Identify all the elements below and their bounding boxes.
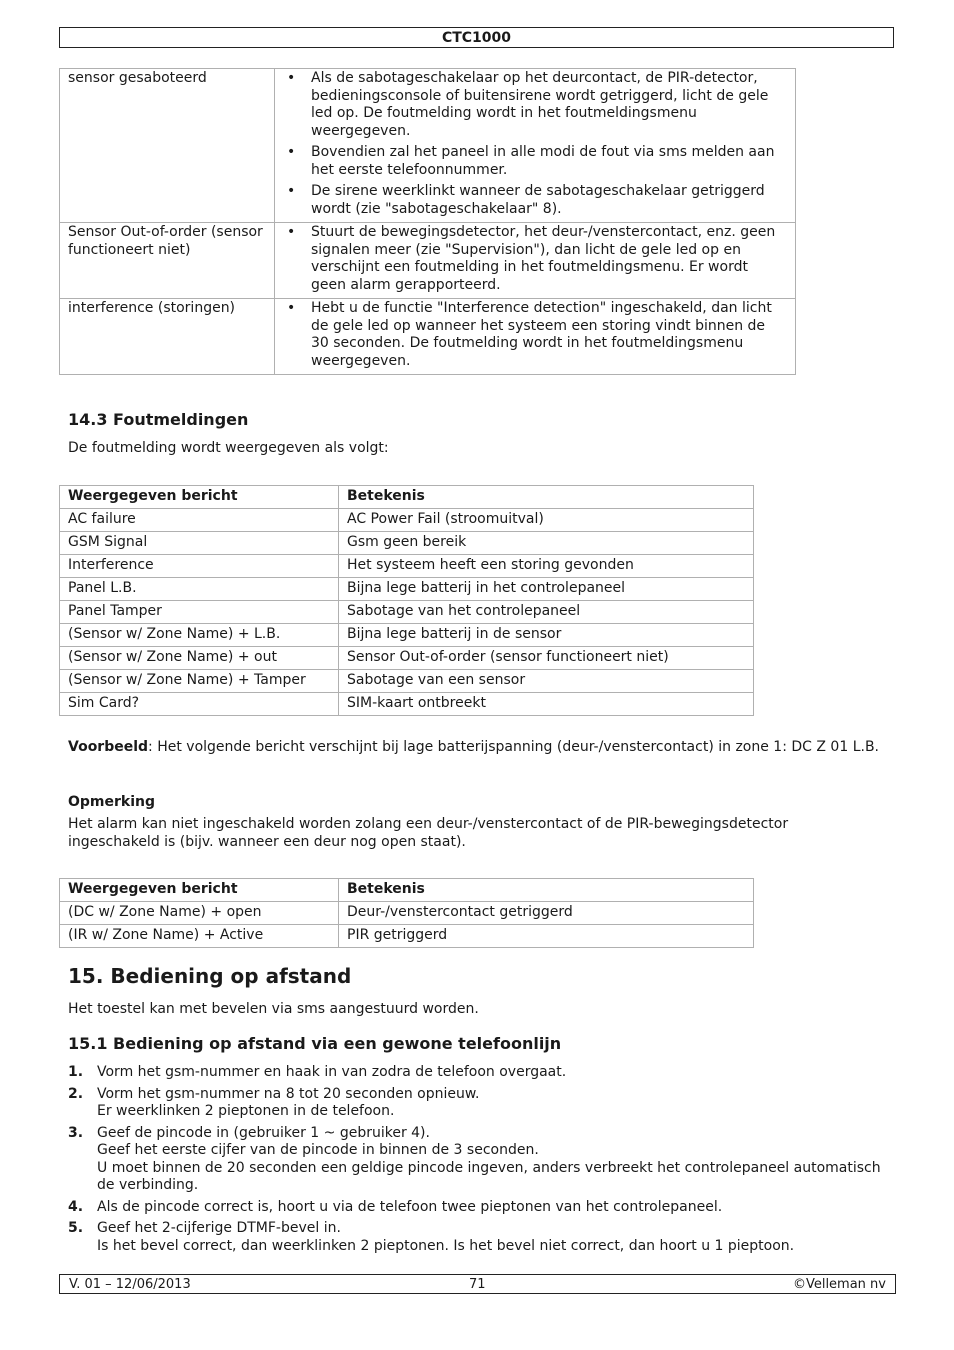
step-number: 2. <box>68 1085 84 1102</box>
list-item <box>68 1220 888 1255</box>
table-cell <box>275 69 796 223</box>
table-cell: SIM-kaart ontbreekt <box>339 693 754 716</box>
table-row <box>60 670 754 693</box>
bullet-list <box>283 224 787 294</box>
step-line: Vorm het gsm-nummer na 8 tot 20 seconden opnieuw. <box>97 1085 480 1102</box>
table-row <box>60 299 796 375</box>
column-header: Betekenis <box>339 486 754 509</box>
table-cell <box>275 223 796 299</box>
table-cell: (DC w/ Zone Name) + open <box>60 902 339 925</box>
list-item: • Hebt u de functie "Interference detection" ingeschakeld, dan licht de gele led op wanneer het systeem een storing vindt binnen de 30 seconden. De foutmelding wordt in het foutmeldingsmenu weergegeven. <box>283 300 787 370</box>
step-line: Vorm het gsm-nummer en haak in van zodra de telefoon overgaat. <box>97 1064 567 1080</box>
table-cell: Sensor Out-of-order (sensor functioneert niet) <box>339 647 754 670</box>
table-cell: sensor gesaboteerd <box>60 69 275 223</box>
table-row <box>60 555 754 578</box>
table-row <box>60 509 754 532</box>
table-row <box>60 925 754 948</box>
chapter-heading: 15. Bediening op afstand <box>68 964 352 988</box>
document-title: CTC1000 <box>441 30 512 46</box>
step-number: 4. <box>68 1198 84 1215</box>
table-row <box>60 532 754 555</box>
version-date: V. 01 – 12/06/2013 <box>69 1277 191 1292</box>
table-row <box>60 578 754 601</box>
step-number: 5. <box>68 1220 84 1236</box>
alarm-conditions-table <box>59 68 796 375</box>
column-header: Betekenis <box>339 879 754 902</box>
table-cell: AC failure <box>60 509 339 532</box>
messages-table <box>59 485 754 716</box>
step-line: Er weerklinken 2 pieptonen in de telefoon. <box>97 1103 395 1119</box>
table-row <box>60 624 754 647</box>
remark-heading: Opmerking <box>68 794 156 810</box>
list-item <box>68 1086 888 1121</box>
table-row <box>60 223 796 299</box>
bullet-list <box>283 70 787 218</box>
table-cell: (Sensor w/ Zone Name) + Tamper <box>60 670 339 693</box>
column-header: Weergegeven bericht <box>60 879 339 902</box>
table-cell: Sabotage van een sensor <box>339 670 754 693</box>
page-header <box>59 27 894 48</box>
chapter-intro: Het toestel kan met bevelen via sms aangestuurd worden. <box>68 1001 479 1017</box>
list-item: • Bovendien zal het paneel in alle modi de fout via sms melden aan het eerste telefoonnummer. <box>283 144 787 179</box>
table-cell <box>275 299 796 375</box>
table-cell: Panel Tamper <box>60 601 339 624</box>
table-cell: Gsm geen bereik <box>339 532 754 555</box>
table-cell: Sabotage van het controlepaneel <box>339 601 754 624</box>
table-header-row <box>60 486 754 509</box>
table-row <box>60 69 796 223</box>
table-cell: Deur-/venstercontact getriggerd <box>339 902 754 925</box>
table-row <box>60 693 754 716</box>
step-line: Als de pincode correct is, hoort u via de telefoon twee pieptonen van het controlepaneel. <box>97 1198 723 1215</box>
step-number: 1. <box>68 1064 84 1080</box>
step-line: Geef de pincode in (gebruiker 1 ~ gebruiker 4). <box>97 1124 430 1141</box>
example-text: : Het volgende bericht verschijnt bij lage batterijspanning (deur-/venstercontact) in zone 1: DC Z 01 L.B. <box>148 739 879 755</box>
trigger-table <box>59 878 754 948</box>
list-item <box>68 1064 888 1082</box>
step-line: Geef het 2-cijferige DTMF-bevel in. <box>97 1220 341 1236</box>
steps-list <box>68 1064 888 1259</box>
table-cell: (IR w/ Zone Name) + Active <box>60 925 339 948</box>
table-cell: Sim Card? <box>60 693 339 716</box>
table-cell: Bijna lege batterij in de sensor <box>339 624 754 647</box>
list-item: • De sirene weerklinkt wanneer de sabotageschakelaar getriggerd wordt (zie "sabotageschakelaar" 8). <box>283 183 787 218</box>
copyright: ©Velleman nv <box>792 1277 886 1292</box>
table-cell: GSM Signal <box>60 532 339 555</box>
page-footer <box>59 1274 896 1294</box>
remark-text: Het alarm kan niet ingeschakeld worden zolang een deur-/venstercontact of de PIR-bewegingsdetector ingeschakeld is (bijv. wanneer een deur nog open staat). <box>68 816 789 850</box>
table-cell: Sensor Out-of-order (sensor functioneert niet) <box>60 223 275 299</box>
step-line: Is het bevel correct, dan weerklinken 2 pieptonen. Is het bevel niet correct, dan hoort u 1 pieptoon. <box>97 1237 795 1254</box>
page-number: 71 <box>469 1277 486 1292</box>
table-row <box>60 902 754 925</box>
example-paragraph <box>68 739 892 757</box>
list-item <box>68 1125 888 1195</box>
step-line: U moet binnen de 20 seconden een geldige pincode ingeven, anders verbreekt het controlepaneel automatisch de verbinding. <box>97 1159 881 1193</box>
table-row <box>60 647 754 670</box>
table-cell: interference (storingen) <box>60 299 275 375</box>
list-item <box>68 1199 888 1217</box>
table-cell: PIR getriggerd <box>339 925 754 948</box>
column-header: Weergegeven bericht <box>60 486 339 509</box>
step-number: 3. <box>68 1124 84 1141</box>
section-heading: 14.3 Foutmeldingen <box>68 410 249 429</box>
list-item: • Stuurt de bewegingsdetector, het deur-/venstercontact, enz. geen signalen meer (zie "Supervision"), dan licht de gele led op en verschijnt een foutmelding in het foutmeldingsmenu. Er wordt geen alarm gerapporteerd. <box>283 224 787 294</box>
bullet-list <box>283 300 787 370</box>
table-cell: Panel L.B. <box>60 578 339 601</box>
table-cell: (Sensor w/ Zone Name) + out <box>60 647 339 670</box>
table-cell: (Sensor w/ Zone Name) + L.B. <box>60 624 339 647</box>
table-cell: Interference <box>60 555 339 578</box>
table-cell: Het systeem heeft een storing gevonden <box>339 555 754 578</box>
table-cell: AC Power Fail (stroomuitval) <box>339 509 754 532</box>
section-intro: De foutmelding wordt weergegeven als volgt: <box>68 440 389 456</box>
table-cell: Bijna lege batterij in het controlepaneel <box>339 578 754 601</box>
section-heading: 15.1 Bediening op afstand via een gewone telefoonlijn <box>68 1034 562 1053</box>
list-item: • Als de sabotageschakelaar op het deurcontact, de PIR-detector, bedieningsconsole of buitensirene wordt getriggerd, licht de gele led op. De foutmelding wordt in het foutmeldingsmenu weergegeven. <box>283 70 787 140</box>
example-label: Voorbeeld <box>68 739 149 755</box>
table-header-row <box>60 879 754 902</box>
step-line: Geef het eerste cijfer van de pincode in binnen de 3 seconden. <box>97 1142 539 1158</box>
table-row <box>60 601 754 624</box>
